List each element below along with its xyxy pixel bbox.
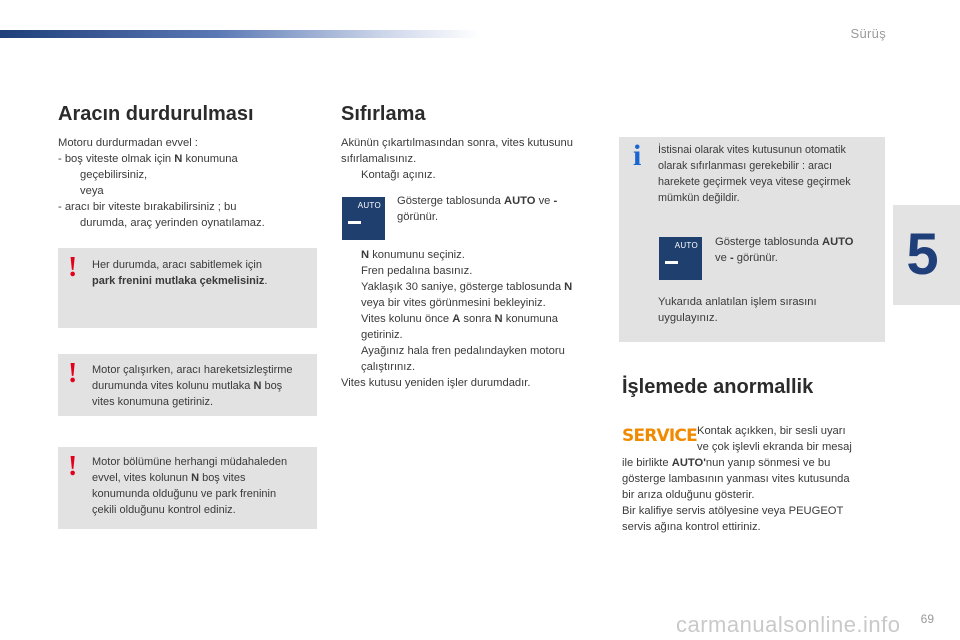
warning-box-engine-running [58, 354, 317, 416]
reset-intro: Akünün çıkartılmasından sonra, vites kutusunu sıfırlamalısınız. Kontağı açınız. [341, 137, 573, 181]
stopping-intro: Motoru durdurmadan evvel : [58, 137, 198, 149]
page-number: 69 [920, 612, 934, 626]
info-text: İstisnai olarak vites kutusunun otomatik olarak sıfırlanması gerekebilir : aracı harekete geçirmek veya vitese geçirmek mümkün değildir. [658, 144, 851, 204]
reset-gauge-text: Gösterge tablosunda AUTO ve - görünür. [397, 195, 558, 223]
chapter-title: Sürüş [850, 26, 886, 41]
stopping-or: veya [80, 185, 104, 197]
auto-indicator-icon: AUTO [659, 237, 702, 280]
malfunction-text: ile birlikte AUTO'nun yanıp sönmesi ve bu gösterge lambasının yanması vites kutusunda bir arıza olduğunu gösterir. Bir kalifiye servis atölyesine veya PEUGEOT servis ağına kontrol ettiriniz. [622, 457, 850, 533]
warning-box-engine-bay [58, 447, 317, 529]
info-gauge-text: Gösterge tablosunda AUTO ve - görünür. [715, 236, 854, 264]
section-title-reset: Sıfırlama [341, 103, 426, 125]
auto-indicator-icon: AUTO [342, 197, 385, 240]
warning-text: Her durumda, aracı sabitlemek için park frenini mutlaka çekmelisiniz. [92, 259, 268, 287]
warning-icon: ! [68, 451, 78, 482]
warning-icon: ! [68, 358, 78, 389]
stopping-bullet-1: - boş viteste olmak için N konumuna [58, 153, 238, 165]
stopping-bullet-2: - aracı bir viteste bırakabilirsiniz ; bu [58, 201, 237, 213]
stopping-bullet-2-cont: durumda, araç yerinden oynatılamaz. [80, 217, 265, 229]
chapter-tab [893, 205, 960, 305]
warning-text: Motor bölümüne herhangi müdahaleden evvel, vites kolunun N boş vites konumunda olduğunu ve park freninin çekili olduğunu kontrol ediniz. [92, 456, 288, 516]
info-icon: i [633, 139, 642, 172]
section-title-malfunction: İşlemede anormallik [622, 376, 814, 398]
warning-icon: ! [68, 252, 78, 283]
info-follow-text: Yukarıda anlatılan işlem sırasını uygulayınız. [658, 296, 817, 324]
malfunction-text-top: Kontak açıkken, bir sesli uyarı ve çok işlevli ekranda bir mesaj [697, 425, 852, 453]
stopping-bullet-1-cont: geçebilirsiniz, [80, 169, 148, 181]
section-title-stopping: Aracın durdurulması [58, 103, 254, 125]
reset-steps: N konumunu seçiniz. Fren pedalına basınız. Yaklaşık 30 saniye, gösterge tablosunda N veya bir vites görünmesini bekleyiniz. Vites kolunu önce A sonra N konumuna getiriniz. Ayağınız hala fren pedalındayken motoru çalıştırınız. Vites kutusu yeniden işler durumdadır. [341, 249, 573, 389]
header-gradient-bar [0, 30, 480, 38]
watermark: carmanualsonline.info [676, 612, 901, 637]
service-warning-icon: SERVICE [622, 426, 697, 446]
warning-box-parking-brake [58, 248, 317, 328]
stopping-text [58, 135, 308, 231]
chapter-number: 5 [906, 222, 939, 287]
info-box-auto-reset [619, 137, 885, 342]
warning-text: Motor çalışırken, aracı hareketsizleştirme durumunda vites kolunu mutlaka N boş vites konumuna getiriniz. [92, 364, 293, 408]
